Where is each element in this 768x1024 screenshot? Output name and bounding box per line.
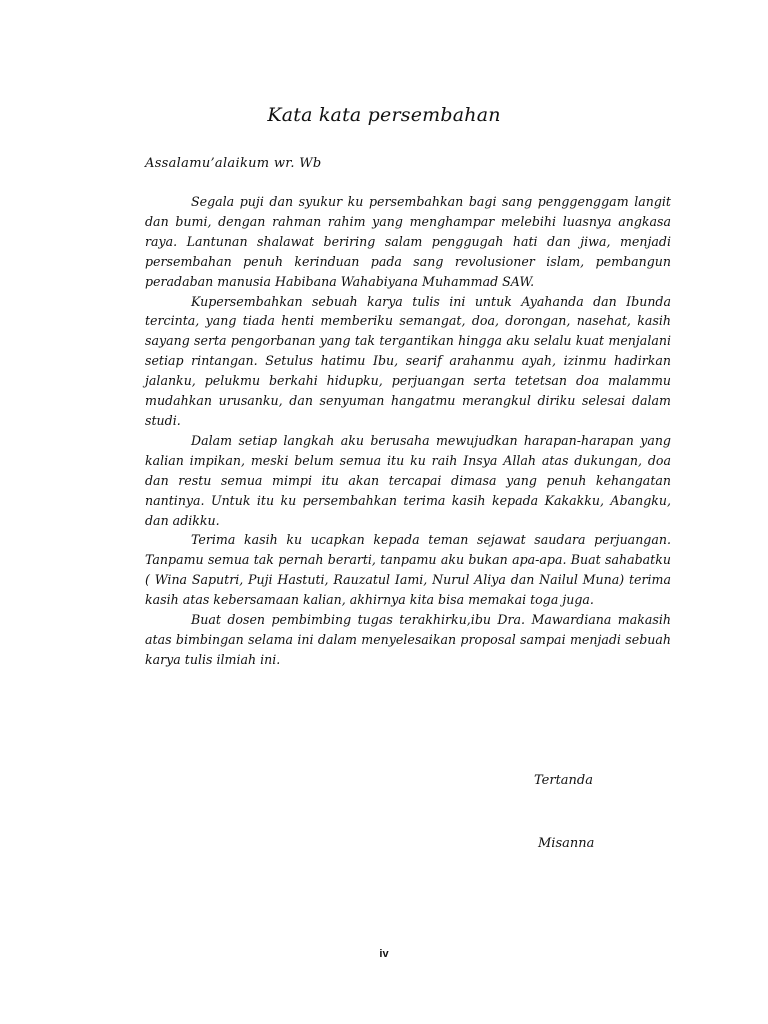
paragraph-supervisor: Buat dosen pembimbing tugas terakhirku,ibu Dra. Mawardiana makasih atas bimbingan selama ini dalam menyelesaikan proposal sampai menjadi sebuah karya tulis ilmiah ini.	[145, 612, 671, 667]
page-title: Kata kata persembahan	[267, 104, 501, 126]
paragraph-family: Dalam setiap langkah aku berusaha mewujudkan harapan-harapan yang kalian impikan, meski belum semua itu ku raih Insya Allah atas dukungan, doa dan restu semua mimpi itu akan tercapai dimasa yang penuh kehangatan nantinya. Untuk itu ku persembahkan terima kasih kepada Kakakku, Abangku, dan adikku.	[145, 432, 671, 528]
paragraph-parents: Kupersembahkan sebuah karya tulis ini untuk Ayahanda dan Ibunda tercinta, yang tiada henti memberiku semangat, doa, dorongan, nasehat, kasih sayang serta pengorbanan yang tak tergantikan hingga aku selalu kuat menjalani setiap rintangan. Setulus hatimu Ibu, searif arahanmu ayah, izinmu hadirkan jalanku, pelukmu berkahi hidupku, perjuangan serta tetetsan doa malammu mudahkan urusanku, dan senyuman hangatmu merangkul diriku selesai dalam studi.	[145, 293, 671, 428]
signature-name: Misanna	[538, 836, 595, 851]
signature-label: Tertanda	[534, 773, 593, 788]
body-text	[145, 192, 671, 670]
greeting-line: Assalamu’alaikum wr. Wb	[145, 156, 322, 171]
paragraph-friends: Terima kasih ku ucapkan kepada teman sejawat saudara perjuangan. Tanpamu semua tak pernah berarti, tanpamu aku bukan apa-apa. Buat sahabatku ( Wina Saputri, Puji Hastuti, Rauzatul Iami, Nurul Aliya dan Nailul Muna) terima kasih atas kebersamaan kalian, akhirnya kita bisa memakai toga juga.	[145, 532, 671, 608]
paragraph-gratitude: Segala puji dan syukur ku persembahkan bagi sang penggenggam langit dan bumi, dengan rahman rahim yang menghampar melebihi luasnya angkasa raya. Lantunan shalawat beriring salam penggugah hati dan jiwa, menjadi persembahan penuh kerinduan pada sang revolusioner islam, pembangun peradaban manusia Habibana Wahabiyana Muhammad SAW.	[145, 194, 671, 289]
page-number: iv	[379, 948, 389, 960]
